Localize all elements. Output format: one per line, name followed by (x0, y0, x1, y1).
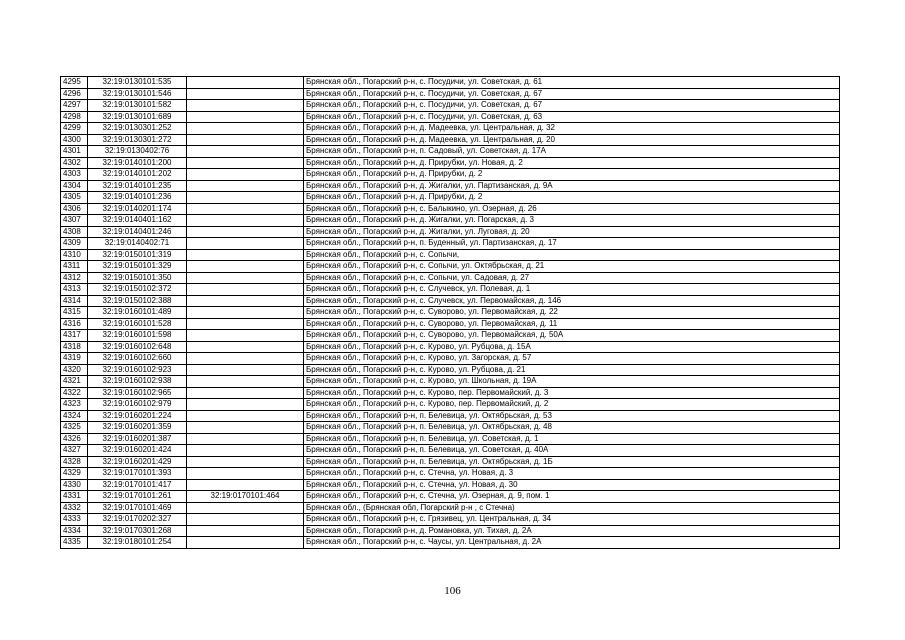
address-cell: Брянская обл., Погарский р-н, п. Белевица, ул. Советская, д. 40А (304, 445, 840, 457)
address-cell: Брянская обл., Погарский р-н, с. Курово, ул. Загорская, д. 57 (304, 353, 840, 365)
cadastral-number-cell: 32:19:0160102:938 (88, 376, 187, 388)
cadastral-number-cell: 32:19:0170101:469 (88, 502, 187, 514)
cadastral-number-cell: 32:19:0170301:268 (88, 525, 187, 537)
cadastral-number-cell: 32:19:0160101:598 (88, 330, 187, 342)
table-row (61, 88, 840, 100)
address-cell: Брянская обл., Погарский р-н, с. Стечна, ул. Новая, д. 30 (304, 479, 840, 491)
row-number-cell: 4335 (61, 537, 88, 549)
linked-cadastral-number-cell (187, 192, 304, 204)
table-row (61, 387, 840, 399)
linked-cadastral-number-cell (187, 100, 304, 112)
linked-cadastral-number-cell (187, 272, 304, 284)
linked-cadastral-number-cell (187, 376, 304, 388)
linked-cadastral-number-cell (187, 238, 304, 250)
row-number-cell: 4301 (61, 146, 88, 158)
cadastral-number-cell: 32:19:0150101:350 (88, 272, 187, 284)
cadastral-number-cell: 32:19:0150101:329 (88, 261, 187, 273)
row-number-cell: 4317 (61, 330, 88, 342)
cadastral-number-cell: 32:19:0170101:393 (88, 468, 187, 480)
linked-cadastral-number-cell (187, 433, 304, 445)
row-number-cell: 4303 (61, 169, 88, 181)
linked-cadastral-number-cell (187, 77, 304, 89)
row-number-cell: 4321 (61, 376, 88, 388)
row-number-cell: 4307 (61, 215, 88, 227)
table-row (61, 307, 840, 319)
address-cell: Брянская обл., Погарский р-н, с. Курово, ул. Школьная, д. 19А (304, 376, 840, 388)
address-cell: Брянская обл., Погарский р-н, с. Сопычи, ул. Октябрьская, д. 21 (304, 261, 840, 273)
address-cell: Брянская обл., Погарский р-н, п. Белевица, ул. Советская, д. 1 (304, 433, 840, 445)
linked-cadastral-number-cell (187, 468, 304, 480)
cadastral-number-cell: 32:19:0160201:429 (88, 456, 187, 468)
row-number-cell: 4300 (61, 134, 88, 146)
row-number-cell: 4310 (61, 249, 88, 261)
cadastral-number-cell: 32:19:0130101:546 (88, 88, 187, 100)
linked-cadastral-number-cell (187, 422, 304, 434)
cadastral-number-cell: 32:19:0160101:528 (88, 318, 187, 330)
linked-cadastral-number-cell (187, 134, 304, 146)
table-row (61, 272, 840, 284)
row-number-cell: 4318 (61, 341, 88, 353)
linked-cadastral-number-cell (187, 88, 304, 100)
cadastral-number-cell: 32:19:0140401:162 (88, 215, 187, 227)
table-row (61, 422, 840, 434)
linked-cadastral-number-cell (187, 330, 304, 342)
row-number-cell: 4314 (61, 295, 88, 307)
address-cell: Брянская обл., Погарский р-н, с. Сопычи, (304, 249, 840, 261)
table-row (61, 537, 840, 549)
row-number-cell: 4311 (61, 261, 88, 273)
cadastral-number-cell: 32:19:0180101:254 (88, 537, 187, 549)
cadastral-number-cell: 32:19:0170202:327 (88, 514, 187, 526)
table-row (61, 284, 840, 296)
cadastral-number-cell: 32:19:0150101:319 (88, 249, 187, 261)
table-row (61, 203, 840, 215)
table-row (61, 445, 840, 457)
table-row (61, 192, 840, 204)
table-row (61, 330, 840, 342)
table-row (61, 295, 840, 307)
row-number-cell: 4324 (61, 410, 88, 422)
cadastral-number-cell: 32:19:0140101:200 (88, 157, 187, 169)
address-cell: Брянская обл., Погарский р-н, д. Жигалки, ул. Луговая, д. 20 (304, 226, 840, 238)
linked-cadastral-number-cell (187, 364, 304, 376)
cadastral-number-cell: 32:19:0140101:236 (88, 192, 187, 204)
row-number-cell: 4313 (61, 284, 88, 296)
row-number-cell: 4304 (61, 180, 88, 192)
table-row (61, 77, 840, 89)
table-row (61, 261, 840, 273)
address-cell: Брянская обл., Погарский р-н, с. Курово, пер. Первомайский, д. 3 (304, 387, 840, 399)
row-number-cell: 4329 (61, 468, 88, 480)
table-row (61, 456, 840, 468)
linked-cadastral-number-cell (187, 399, 304, 411)
address-cell: Брянская обл., Погарский р-н, с. Суворово, ул. Первомайская, д. 22 (304, 307, 840, 319)
row-number-cell: 4333 (61, 514, 88, 526)
cadastral-number-cell: 32:19:0160102:965 (88, 387, 187, 399)
address-cell: Брянская обл., Погарский р-н, с. Суворово, ул. Первомайская, д. 50А (304, 330, 840, 342)
cadastral-number-cell: 32:19:0170101:417 (88, 479, 187, 491)
cadastral-number-cell: 32:19:0130402:76 (88, 146, 187, 158)
row-number-cell: 4323 (61, 399, 88, 411)
linked-cadastral-number-cell (187, 295, 304, 307)
page-number: 106 (444, 585, 461, 597)
row-number-cell: 4309 (61, 238, 88, 250)
row-number-cell: 4306 (61, 203, 88, 215)
table-row (61, 341, 840, 353)
cadastral-number-cell: 32:19:0150102:388 (88, 295, 187, 307)
address-cell: Брянская обл., Погарский р-н, с. Суворово, ул. Первомайская, д. 11 (304, 318, 840, 330)
address-cell: Брянская обл., Погарский р-н, д. Жигалки, ул. Погарская, д. 3 (304, 215, 840, 227)
cadastral-number-cell: 32:19:0160102:979 (88, 399, 187, 411)
row-number-cell: 4331 (61, 491, 88, 503)
linked-cadastral-number-cell (187, 318, 304, 330)
linked-cadastral-number-cell (187, 203, 304, 215)
registry-table (60, 76, 840, 549)
address-cell: Брянская обл., Погарский р-н, с. Посудичи, ул. Советская, д. 67 (304, 100, 840, 112)
cadastral-number-cell: 32:19:0140101:202 (88, 169, 187, 181)
table-row (61, 100, 840, 112)
linked-cadastral-number-cell (187, 123, 304, 135)
cadastral-number-cell: 32:19:0150102:372 (88, 284, 187, 296)
address-cell: Брянская обл., Погарский р-н, с. Случевск, ул. Первомайская, д. 146 (304, 295, 840, 307)
table-row (61, 318, 840, 330)
address-cell: Брянская обл., Погарский р-н, д. Мадеевка, ул. Центральная, д. 20 (304, 134, 840, 146)
linked-cadastral-number-cell (187, 249, 304, 261)
cadastral-number-cell: 32:19:0160201:387 (88, 433, 187, 445)
linked-cadastral-number-cell (187, 502, 304, 514)
table-row (61, 502, 840, 514)
address-cell: Брянская обл., (Брянская обл, Погарский р-н , с Стечна) (304, 502, 840, 514)
linked-cadastral-number-cell: 32:19:0170101:464 (187, 491, 304, 503)
cadastral-number-cell: 32:19:0140201:174 (88, 203, 187, 215)
address-cell: Брянская обл., Погарский р-н, с. Сопычи, ул. Садовая, д. 27 (304, 272, 840, 284)
table-row (61, 525, 840, 537)
address-cell: Брянская обл., Погарский р-н, с. Чаусы, ул. Центральная, д. 2А (304, 537, 840, 549)
address-cell: Брянская обл., Погарский р-н, с. Посудичи, ул. Советская, д. 61 (304, 77, 840, 89)
table-row (61, 376, 840, 388)
address-cell: Брянская обл., Погарский р-н, с. Грязивец, ул. Центральная, д. 34 (304, 514, 840, 526)
linked-cadastral-number-cell (187, 445, 304, 457)
table-row (61, 479, 840, 491)
table-row (61, 353, 840, 365)
cadastral-number-cell: 32:19:0160201:424 (88, 445, 187, 457)
address-cell: Брянская обл., Погарский р-н, с. Случевск, ул. Полевая, д. 1 (304, 284, 840, 296)
table-row (61, 410, 840, 422)
row-number-cell: 4302 (61, 157, 88, 169)
table-row (61, 468, 840, 480)
row-number-cell: 4296 (61, 88, 88, 100)
table-row (61, 433, 840, 445)
table-row (61, 238, 840, 250)
cadastral-number-cell: 32:19:0170101:261 (88, 491, 187, 503)
cadastral-number-cell: 32:19:0130101:582 (88, 100, 187, 112)
cadastral-number-cell: 32:19:0160201:359 (88, 422, 187, 434)
linked-cadastral-number-cell (187, 353, 304, 365)
address-cell: Брянская обл., Погарский р-н, с. Курово, ул. Рубцова, д. 15А (304, 341, 840, 353)
linked-cadastral-number-cell (187, 226, 304, 238)
table-row (61, 491, 840, 503)
linked-cadastral-number-cell (187, 146, 304, 158)
registry-table-body (61, 77, 840, 549)
row-number-cell: 4305 (61, 192, 88, 204)
cadastral-number-cell: 32:19:0130101:535 (88, 77, 187, 89)
linked-cadastral-number-cell (187, 341, 304, 353)
table-row (61, 180, 840, 192)
address-cell: Брянская обл., Погарский р-н, д. Мадеевка, ул. Центральная, д. 32 (304, 123, 840, 135)
linked-cadastral-number-cell (187, 410, 304, 422)
address-cell: Брянская обл., Погарский р-н, с. Курово, ул. Рубцова, д. 21 (304, 364, 840, 376)
row-number-cell: 4297 (61, 100, 88, 112)
address-cell: Брянская обл., Погарский р-н, п. Буденный, ул. Партизанская, д. 17 (304, 238, 840, 250)
row-number-cell: 4316 (61, 318, 88, 330)
address-cell: Брянская обл., Погарский р-н, д. Прирубки, д. 2 (304, 169, 840, 181)
cadastral-number-cell: 32:19:0130301:272 (88, 134, 187, 146)
cadastral-number-cell: 32:19:0160102:660 (88, 353, 187, 365)
cadastral-number-cell: 32:19:0130301:252 (88, 123, 187, 135)
row-number-cell: 4325 (61, 422, 88, 434)
row-number-cell: 4322 (61, 387, 88, 399)
linked-cadastral-number-cell (187, 307, 304, 319)
linked-cadastral-number-cell (187, 284, 304, 296)
row-number-cell: 4327 (61, 445, 88, 457)
row-number-cell: 4319 (61, 353, 88, 365)
table-row (61, 111, 840, 123)
cadastral-number-cell: 32:19:0130101:689 (88, 111, 187, 123)
row-number-cell: 4334 (61, 525, 88, 537)
address-cell: Брянская обл., Погарский р-н, п. Садовый, ул. Советская, д. 17А (304, 146, 840, 158)
address-cell: Брянская обл., Погарский р-н, п. Белевица, ул. Октябрьская, д. 53 (304, 410, 840, 422)
linked-cadastral-number-cell (187, 180, 304, 192)
linked-cadastral-number-cell (187, 261, 304, 273)
address-cell: Брянская обл., Погарский р-н, д. Жигалки, ул. Партизанская, д. 9А (304, 180, 840, 192)
cadastral-number-cell: 32:19:0160102:923 (88, 364, 187, 376)
linked-cadastral-number-cell (187, 157, 304, 169)
row-number-cell: 4320 (61, 364, 88, 376)
linked-cadastral-number-cell (187, 514, 304, 526)
address-cell: Брянская обл., Погарский р-н, п. Белевица, ул. Октябрьская, д. 1Б (304, 456, 840, 468)
linked-cadastral-number-cell (187, 215, 304, 227)
table-row (61, 146, 840, 158)
row-number-cell: 4312 (61, 272, 88, 284)
address-cell: Брянская обл., Погарский р-н, п. Белевица, ул. Октябрьская, д. 48 (304, 422, 840, 434)
linked-cadastral-number-cell (187, 537, 304, 549)
row-number-cell: 4326 (61, 433, 88, 445)
table-row (61, 169, 840, 181)
address-cell: Брянская обл., Погарский р-н, с. Курово, пер. Первомайский, д. 2 (304, 399, 840, 411)
row-number-cell: 4332 (61, 502, 88, 514)
linked-cadastral-number-cell (187, 111, 304, 123)
cadastral-number-cell: 32:19:0160201:224 (88, 410, 187, 422)
row-number-cell: 4295 (61, 77, 88, 89)
row-number-cell: 4330 (61, 479, 88, 491)
table-row (61, 249, 840, 261)
address-cell: Брянская обл., Погарский р-н, с. Балыкино, ул. Озерная, д. 26 (304, 203, 840, 215)
address-cell: Брянская обл., Погарский р-н, с. Стечна, ул. Озерная, д. 9, пом. 1 (304, 491, 840, 503)
table-row (61, 215, 840, 227)
linked-cadastral-number-cell (187, 387, 304, 399)
table-row (61, 514, 840, 526)
table-row (61, 399, 840, 411)
table-row (61, 364, 840, 376)
address-cell: Брянская обл., Погарский р-н, с. Стечна, ул. Новая, д. 3 (304, 468, 840, 480)
table-row (61, 134, 840, 146)
address-cell: Брянская обл., Погарский р-н, д. Прирубки, д. 2 (304, 192, 840, 204)
address-cell: Брянская обл., Погарский р-н, с. Посудичи, ул. Советская, д. 63 (304, 111, 840, 123)
cadastral-number-cell: 32:19:0160102:648 (88, 341, 187, 353)
row-number-cell: 4315 (61, 307, 88, 319)
linked-cadastral-number-cell (187, 525, 304, 537)
linked-cadastral-number-cell (187, 479, 304, 491)
table-row (61, 157, 840, 169)
cadastral-number-cell: 32:19:0140101:235 (88, 180, 187, 192)
row-number-cell: 4308 (61, 226, 88, 238)
address-cell: Брянская обл., Погарский р-н, д. Романовка, ул. Тихая, д. 2А (304, 525, 840, 537)
linked-cadastral-number-cell (187, 169, 304, 181)
table-row (61, 123, 840, 135)
cadastral-number-cell: 32:19:0160101:489 (88, 307, 187, 319)
row-number-cell: 4328 (61, 456, 88, 468)
row-number-cell: 4298 (61, 111, 88, 123)
address-cell: Брянская обл., Погарский р-н, с. Посудичи, ул. Советская, д. 67 (304, 88, 840, 100)
address-cell: Брянская обл., Погарский р-н, д. Прирубки, ул. Новая, д. 2 (304, 157, 840, 169)
row-number-cell: 4299 (61, 123, 88, 135)
cadastral-number-cell: 32:19:0140402:71 (88, 238, 187, 250)
table-row (61, 226, 840, 238)
linked-cadastral-number-cell (187, 456, 304, 468)
cadastral-number-cell: 32:19:0140401:246 (88, 226, 187, 238)
